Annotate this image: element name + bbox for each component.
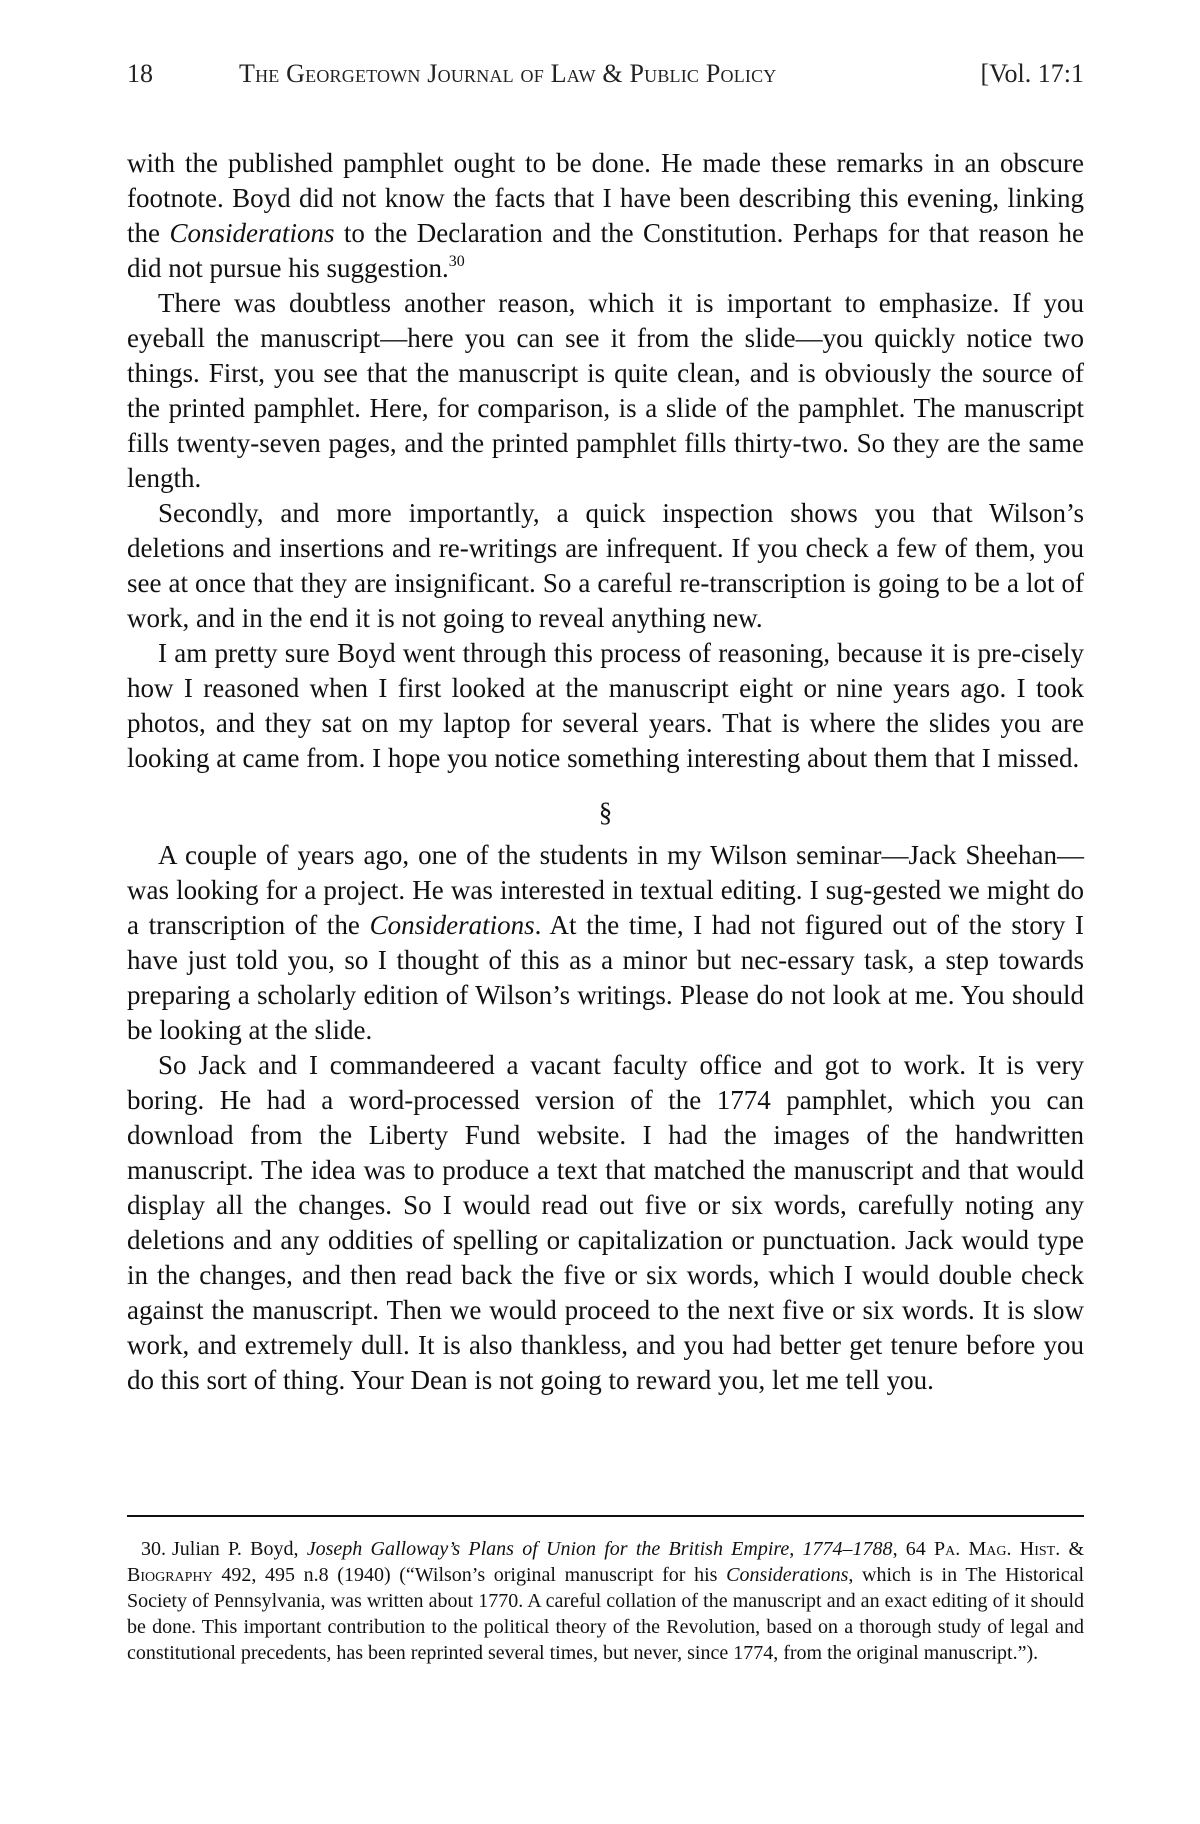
footnotes xyxy=(127,1536,1084,1666)
section-break: § xyxy=(598,797,613,827)
journal-title: The Georgetown Journal of Law & Public Policy xyxy=(239,59,777,88)
footnote-reference-30[interactable]: 30 xyxy=(448,253,465,270)
footnote-number: 30. xyxy=(141,1538,166,1560)
italic-title: Joseph Galloway’s Plans of Union for the British Empire, 1774–1788 xyxy=(306,1538,893,1560)
footnote-divider xyxy=(127,1515,1084,1517)
paragraph-3: Secondly, and more importantly, a quick inspection shows you that Wilson’s deletions and insertions and re-writings are infrequent. If you check a few of them, you see at once that they are insignificant. So a careful re-transcription is going to be a lot of work, and in the end it is not going to reveal anything new. xyxy=(127,498,1084,633)
paragraph-5: A couple of years ago, one of the students in my Wilson seminar—Jack Sheehan—was looking for a project. He was interested in textual editing. I sug-gested we might do a transcription of the Considerations. At the time, I had not figured out of the story I have just told you, so I thought of this as a minor but nec-essary task, a step towards preparing a scholarly edition of Wilson’s writings. Please do not look at me. You should be looking at the slide. xyxy=(127,840,1084,1045)
article-body xyxy=(127,146,1084,1398)
page-number: 18 xyxy=(127,59,153,88)
footnote-30: 30. Julian P. Boyd, Joseph Galloway’s Plans of Union for the British Empire, 1774–1788, 64 Pa. Mag. Hist. & Biography 492, 495 n.8 (1940) (“Wilson’s original manuscript for his Considerations, which is in The Historical Society of Pennsylvania, was written about 1770. A careful collation of the manuscript and an exact editing of it should be done. This important contribution to the political theory of the Revolution, based on a thorough study of legal and constitutional precedents, has been reprinted several times, but never, since 1774, from the original manuscript.”). xyxy=(127,1538,1085,1664)
paragraph-6: So Jack and I commandeered a vacant faculty office and got to work. It is very boring. He had a word-processed version of the 1774 pamphlet, which you can download from the Liberty Fund website. I had the images of the handwritten manuscript. The idea was to produce a text that matched the manuscript and that would display all the changes. So I would read out five or six words, carefully noting any deletions and any oddities of spelling or capitalization or punctuation. Jack would type in the changes, and then read back the five or six words, which I would double check against the manuscript. Then we would proceed to the next five or six words. It is slow work, and extremely dull. It is also thankless, and you had better get tenure before you do this sort of thing. Your Dean is not going to reward you, let me tell you. xyxy=(127,1050,1084,1395)
paragraph-4: I am pretty sure Boyd went through this process of reasoning, because it is pre-cisely how I reasoned when I first looked at the manuscript eight or nine years ago. I took photos, and they sat on my laptop for several years. That is where the slides you are looking at came from. I hope you notice something interesting about them that I missed. xyxy=(127,638,1084,773)
italic-title: Considerations xyxy=(726,1564,849,1586)
italic-title: Considerations xyxy=(169,218,335,248)
paragraph-1: with the published pamphlet ought to be done. He made these remarks in an obscure footnote. Boyd did not know the facts that I have been describing this evening, linking the Considerations to the Declaration and the Constitution. Perhaps for that reason he did not pursue his suggestion.$^{30}$ xyxy=(127,148,1084,283)
volume-label: [Vol. 17:1 xyxy=(980,59,1084,88)
running-header xyxy=(127,56,1084,96)
paragraph-2: There was doubtless another reason, which it is important to emphasize. If you eyeball the manuscript—here you can see it from the slide—you quickly notice two things. First, you see that the manuscript is quite clean, and is obviously the source of the printed pamphlet. Here, for comparison, is a slide of the pamphlet. The manuscript fills twenty-seven pages, and the printed pamphlet fills thirty-two. So they are the same length. xyxy=(127,288,1084,493)
journal-abbreviation: Pa. Mag. Hist. & Biography xyxy=(127,1538,1085,1586)
italic-title: Considerations xyxy=(369,910,535,940)
